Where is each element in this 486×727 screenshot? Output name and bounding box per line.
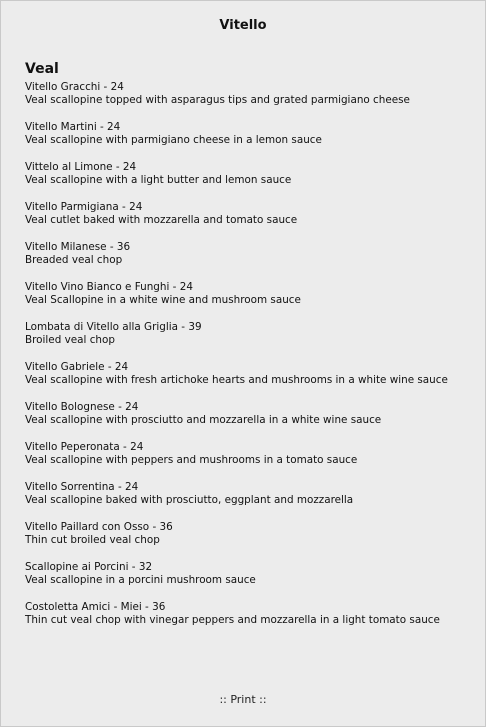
menu-item xyxy=(25,361,455,387)
menu-item-name: Vitello Peperonata - 24 xyxy=(25,441,144,453)
menu-item-name: Vitello Gracchi - 24 xyxy=(25,81,124,93)
menu-item xyxy=(25,521,455,547)
menu-item-description: Veal scallopine with fresh artichoke hearts and mushrooms in a white wine sauce xyxy=(25,374,448,386)
menu-item xyxy=(25,121,455,147)
menu-item xyxy=(25,441,455,467)
menu-item-description: Veal scallopine in a porcini mushroom sauce xyxy=(25,574,256,586)
menu-list xyxy=(25,81,455,641)
menu-item-name: Vitello Vino Bianco e Funghi - 24 xyxy=(25,281,193,293)
menu-item-name: Vitello Martini - 24 xyxy=(25,121,121,133)
menu-item xyxy=(25,321,455,347)
menu-item-description: Breaded veal chop xyxy=(25,254,123,266)
menu-item-description: Veal scallopine with parmigiano cheese in a lemon sauce xyxy=(25,134,322,146)
menu-item-name: Vitello Gabriele - 24 xyxy=(25,361,129,373)
menu-item-name: Vittelo al Limone - 24 xyxy=(25,161,137,173)
menu-item-name: Vitello Paillard con Osso - 36 xyxy=(25,521,173,533)
menu-item xyxy=(25,401,455,427)
menu-item-description: Broiled veal chop xyxy=(25,334,115,346)
menu-item-name: Vitello Milanese - 36 xyxy=(25,241,131,253)
menu-item-name: Scallopine ai Porcini - 32 xyxy=(25,561,153,573)
menu-item xyxy=(25,561,455,587)
menu-item-name: Vitello Sorrentina - 24 xyxy=(25,481,139,493)
page-title: Vitello xyxy=(219,18,267,33)
menu-item-description: Thin cut broiled veal chop xyxy=(25,534,160,546)
menu-item-description: Veal scallopine with a light butter and lemon sauce xyxy=(25,174,292,186)
menu-item-description: Veal scallopine with peppers and mushrooms in a tomato sauce xyxy=(25,454,358,466)
menu-item-description: Veal Scallopine in a white wine and mushroom sauce xyxy=(25,294,301,306)
menu-item-description: Veal cutlet baked with mozzarella and tomato sauce xyxy=(25,214,298,226)
menu-item xyxy=(25,201,455,227)
menu-item xyxy=(25,281,455,307)
menu-item xyxy=(25,161,455,187)
menu-item-name: Lombata di Vitello alla Griglia - 39 xyxy=(25,321,202,333)
menu-item-description: Thin cut veal chop with vinegar peppers and mozzarella in a light tomato sauce xyxy=(25,614,440,626)
menu-item-description: Veal scallopine topped with asparagus tips and grated parmigiano cheese xyxy=(25,94,410,106)
menu-item xyxy=(25,601,455,627)
print-link[interactable]: :: Print :: xyxy=(219,693,267,706)
menu-item xyxy=(25,241,455,267)
menu-item-description: Veal scallopine baked with prosciutto, eggplant and mozzarella xyxy=(25,494,354,506)
menu-item-name: Costoletta Amici - Miei - 36 xyxy=(25,601,166,613)
menu-item-name: Vitello Parmigiana - 24 xyxy=(25,201,143,213)
menu-item xyxy=(25,481,455,507)
section-title: Veal xyxy=(25,61,59,77)
menu-item-name: Vitello Bolognese - 24 xyxy=(25,401,139,413)
menu-item xyxy=(25,81,455,107)
menu-item-description: Veal scallopine with prosciutto and mozzarella in a white wine sauce xyxy=(25,414,382,426)
